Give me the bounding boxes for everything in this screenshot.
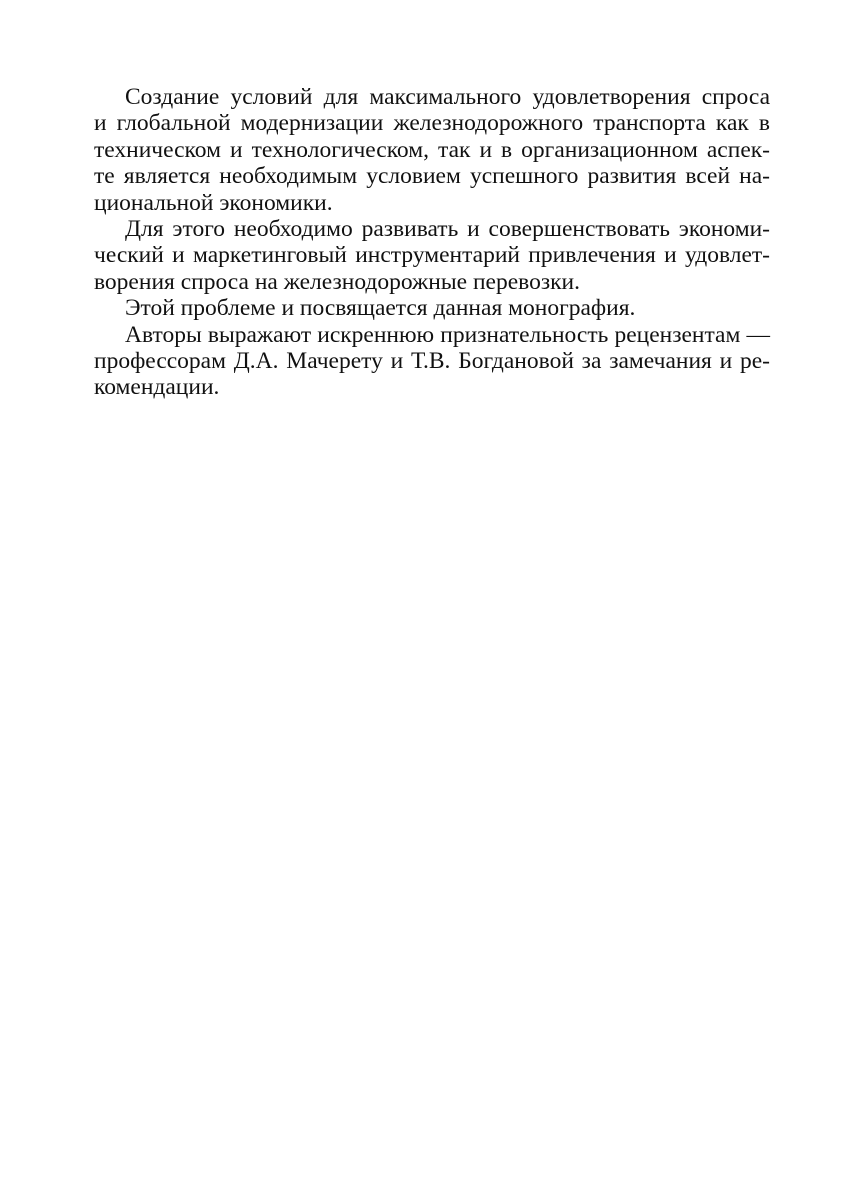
paragraph — [94, 216, 770, 295]
paragraph — [94, 84, 770, 216]
text-line: те является необходимым условием успешного развития всей на- — [94, 163, 770, 190]
text-line: Создание условий для максимального удовлетворения спроса — [125, 84, 770, 110]
text-line: Этой проблеме и посвящается данная монография. — [125, 295, 636, 322]
text-line: циональной экономики. — [94, 189, 333, 216]
paragraph — [94, 322, 770, 401]
text-line: Для этого необходимо развивать и совершенствовать экономи- — [125, 215, 770, 242]
text-line: профессорам Д.А. Мачерету и Т.В. Богдановой за замечания и ре- — [94, 347, 770, 374]
body-text — [94, 84, 770, 401]
text-line: и глобальной модернизации железнодорожного транспорта как в — [94, 110, 770, 137]
text-line: Авторы выражают искреннюю признательность рецензентам — — [125, 321, 770, 348]
text-line: ворения спроса на железнодорожные перевозки. — [94, 268, 580, 295]
paragraph — [94, 295, 770, 321]
text-line: техническом и технологическом, так и в организационном аспек- — [94, 136, 770, 163]
text-line: комендации. — [94, 374, 220, 401]
text-line: ческий и маркетинговый инструментарий привлечения и удовлет- — [94, 242, 770, 269]
